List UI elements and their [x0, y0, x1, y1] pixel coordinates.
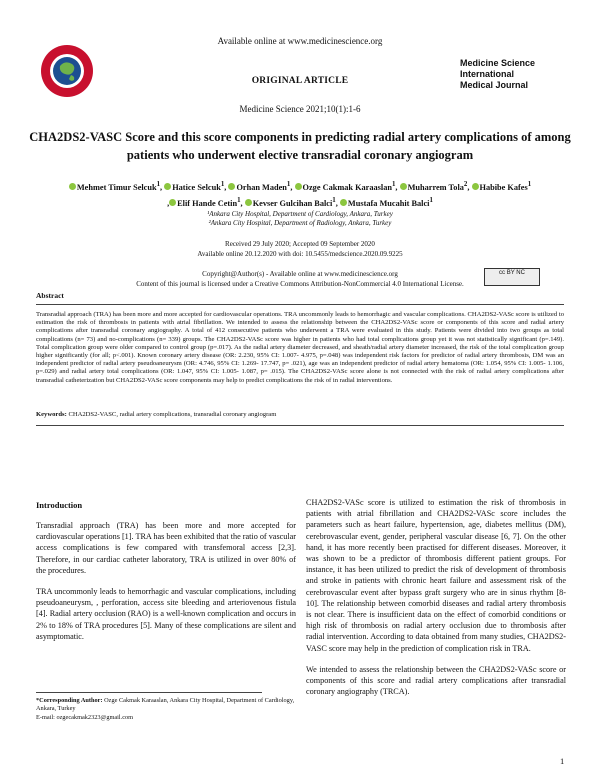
citation: Medicine Science 2021;10(1):1-6 [239, 104, 361, 114]
author[interactable]: Ozge Cakmak Karaaslan$^1$ [295, 183, 396, 192]
keywords-label: Keywords: [36, 411, 67, 418]
footnote-rule [36, 692, 262, 693]
affiliations [0, 210, 600, 228]
orcid-icon[interactable] [164, 183, 171, 190]
abstract-bottom-rule [36, 425, 564, 426]
author[interactable]: Mustafa Mucahit Balci$^1$ [340, 199, 433, 208]
orcid-icon[interactable] [340, 199, 347, 206]
article-title: CHA2DS2-VASC Score and this score components in predicting radial artery complications of among patients who underwent elective transradial coronary angiogram [29, 130, 571, 162]
paragraph: CHA2DS2-VASc score is utilized to estimation the risk of thrombosis in patients with atrial fibrillation and CHA2DS2-VASc score includes the parameters such as heart failure, hypertension, age, diabetes mellitus (DM), cerebrovascular event, gender, peripheral vascular disease [6, 7]. On the other hand, it has more recently been practised for different diseases. Moreover, it was shown to be a predictor of thrombosis different patient groups. For instance, it has been utilized to predict the risk of development of thrombosis and stroke in patients with chronic heart failure and assessment risk of the cerebrovascular event after bypass graft surgery who are in sinus rhythm [8-10]. The relationship between comorbid diseases and radial artery thrombosis is not clear. There is insufficient data on the effect of comorbid conditions or high risk of thrombosis on radial artery occlusion due to thrombosis after radial intervention. According to data obtained from many studies, CHA2DS2-VASC score may help in the prediction of complication risk in TRA. [306, 498, 566, 653]
article-dates [0, 240, 600, 259]
author-email[interactable]: E-mail: ozgecakmak2323@gmail.com [36, 713, 134, 721]
author-line-2: , Elif Hande Cetin$^1$, Kevser Gulcihan Balci$^1$, Mustafa Mucahit Balci$^1$ [167, 196, 433, 208]
journal-name-line: International [460, 69, 515, 79]
available-date: Available online 20.12.2020 with doi: 10.5455/medscience.2020.09.9225 [197, 249, 403, 258]
keywords [36, 411, 564, 418]
author[interactable]: Mehmet Timur Selcuk$^1$ [69, 183, 160, 192]
author[interactable]: Hatice Selcuk$^1$ [164, 183, 224, 192]
author[interactable]: Muharrem Tola$^2$ [400, 183, 468, 192]
footnote-text: Ozge Cakmak Karaaslan, Ankara City Hospital, Department of Cardiology, Ankara, Turkey [36, 697, 295, 713]
affiliation: ¹Ankara City Hospital, Department of Cardiology, Ankara, Turkey [207, 210, 393, 218]
author-line-1: Mehmet Timur Selcuk$^1$, Hatice Selcuk$^1$, Orhan Maden$^1$, Ozge Cakmak Karaaslan$^1$, Muharrem Tola$^2$, Habibe Kafes$^1$ [30, 178, 570, 194]
introduction-heading: Introduction [36, 500, 83, 510]
journal-name-line: Medicine Science [460, 58, 536, 68]
author[interactable]: Orhan Maden$^1$ [228, 183, 290, 192]
paragraph: We intended to assess the relationship between the CHA2DS2-VASc score or components of this score and radial artery complications after transradial coronary angiography (TRCA). [306, 664, 566, 697]
copyright-line: Copyright@Author(s) - Available online at www.medicinescience.org [202, 270, 398, 278]
affiliation: ²Ankara City Hospital, Department of Radiology, Ankara, Turkey [208, 219, 392, 227]
abstract-top-rule [36, 304, 564, 305]
license-line: Content of this journal is licensed under a Creative Commons Attribution-NonCommercial 4.0 International License. [136, 279, 464, 288]
column-left [36, 520, 296, 652]
paragraph: Transradial approach (TRA) has been more and more accepted for cardiovascular operations [1]. TRA has been exhibited that the ratio of vascular access complications is few compared with transfemoral access [2,3]. Therefore, in our cardiac catheter laboratory, TRA is utilized in over 80% of the procedures. [36, 521, 296, 575]
orcid-icon[interactable] [169, 199, 176, 206]
author[interactable]: Elif Hande Cetin$^1$ [169, 199, 240, 208]
column-right [306, 497, 566, 707]
orcid-icon[interactable] [472, 183, 479, 190]
abstract-text: Transradial approach (TRA) has been more and more accepted for cardiovascular operations. TRA uncommonly leads to hemorrhagic and vascular complications. CHA2DS2-VASc score is utilized to estimation the risk of thrombosis in patients with atrial fibrillation. We intended to assess the relationship between the CHA2DS2-VASc score or components of this score and radial artery complications after transradial coronary angiography. A total of 412 consecutive patients who underwent a TRA were evaluated in this study. Patients were divided into two groups as total complications (n= 73) and no-complications (n= 339) groups. The CHA2DS2-VASc score was higher in patients who had total complications group yet it was not statistically significant (p=.149). Total complication group were older compared to control group (p=.017). As the radial artery diameter decreased, and sheath/radial artery diameter increased, the risk of the total complication group higher significantly (for all; p<.001). Known coronary artery disease (OR: 2.230, 95% CI: 1.007- 4.975, p=.048) was independent risk factors for predictor of radial artery thrombosis, DM was an independent predictor of radial artery pseudoaneurysm (OR: 4.746, 95% CI: 1.269- 17.747, p= .021), age was an independent predictor of radial artery hematoma (OR: 1.054, 95% CI: 1.005- 1.106, p=.029) and radial artery total complications (OR: 1.047, 95% CI: 1.005- 1.087, p= .015). The CHA2DS2-VASc score alone is not connected with the risk of radial artery complications after transradial catheterization but CHA2DS2-VASc score components may help to predict complications the risk of in radial interventions. [36, 311, 564, 384]
abstract-heading: Abstract [36, 291, 64, 300]
orcid-icon[interactable] [228, 183, 235, 190]
journal-name [460, 58, 580, 91]
journal-name-line: Medical Journal [460, 80, 529, 90]
paragraph: TRA uncommonly leads to hemorrhagic and vascular complications, including pseudoaneurysm, , perforation, access site bleeding and arteriovenous fistula [4]. Radial artery occlusion (RAO) is a well-known complication and occurs in 2% to 18% of TRA procedures [5]. Many of these complications are silent and asymptomatic. [36, 587, 296, 641]
corresponding-author [36, 697, 296, 722]
orcid-icon[interactable] [295, 183, 302, 190]
author[interactable]: Habibe Kafes$^1$ [472, 183, 532, 192]
orcid-icon[interactable] [69, 183, 76, 190]
article-type: ORIGINAL ARTICLE [251, 76, 349, 86]
page-number: 1 [560, 756, 565, 766]
orcid-icon[interactable] [245, 199, 252, 206]
author-list [30, 178, 570, 210]
footnote-label: *Corresponding Author: [36, 697, 103, 704]
journal-logo [40, 44, 94, 98]
author[interactable]: Kevser Gulcihan Balci$^1$ [245, 199, 336, 208]
cc-license-badge[interactable]: cc BY NC [484, 268, 540, 286]
available-online: Available online at www.medicinescience.org [217, 36, 383, 46]
received-date: Received 29 July 2020; Accepted 09 September 2020 [225, 240, 375, 248]
orcid-icon[interactable] [400, 183, 407, 190]
keywords-text: CHA2DS2-VASC, radial artery complications, transradial coronary angiogram [68, 411, 277, 418]
